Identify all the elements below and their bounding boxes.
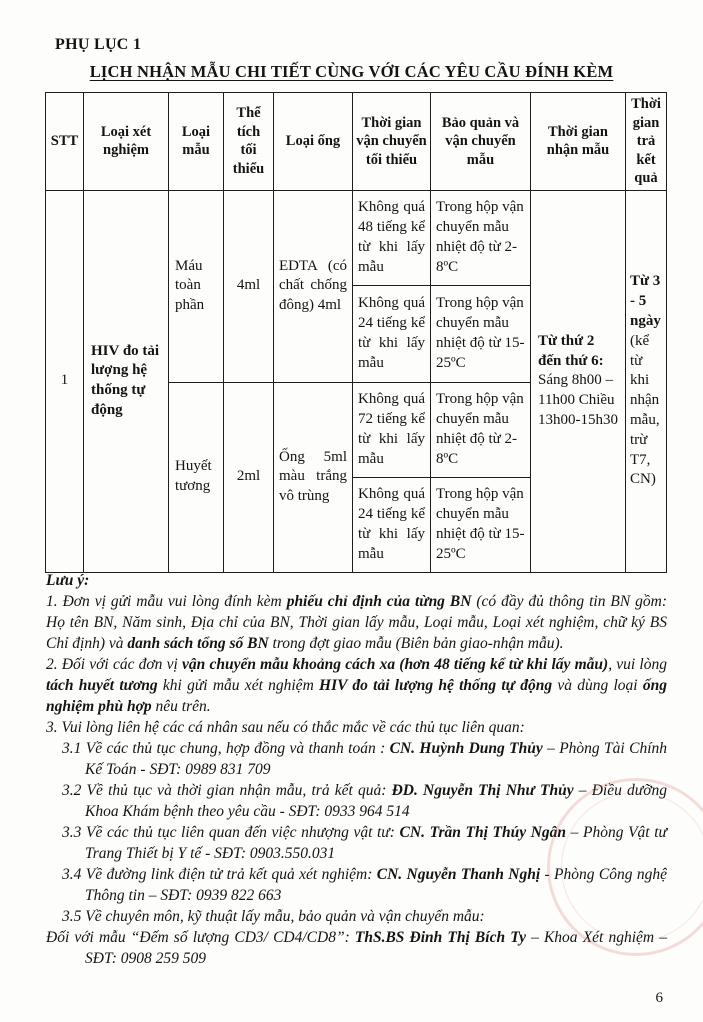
header-test-type: Loại xét nghiệm: [84, 93, 169, 191]
note-item: 3. Vui lòng liên hệ các cá nhân sau nếu có thắc mắc về các thủ tục liên quan:: [46, 719, 525, 736]
header-sample-type: Loại mẫu: [169, 93, 224, 191]
note-item: 2. Đối với các đơn vị vận chuyển mẫu khoảng cách xa (hơn 48 tiếng kể từ khi lấy mẫu), vui lòng tách huyết tương khi gửi mẫu xét nghiệm HIV đo tải lượng hệ thống tự động và dùng loại ống nghiệm phù hợp nêu trên.: [46, 656, 667, 715]
page-number: 6: [655, 990, 663, 1006]
header-storage: Bảo quản và vận chuyển mẫu: [431, 93, 531, 191]
transport-time-cell: Không quá 24 tiếng kể từ khi lấy mẫu: [353, 477, 431, 572]
note-item: 1. Đơn vị gửi mẫu vui lòng đính kèm phiếu chỉ định của từng BN (có đầy đủ thông tin BN gồm: Họ tên BN, Năm sinh, Địa chỉ của BN, Thời gian lấy mẫu, Loại mẫu, Loại xét nghiệm, chữ ký BS Chỉ định) và danh sách tổng số BN trong đợt giao mẫu (Biên bản giao-nhận mẫu).: [46, 593, 667, 652]
tube-type-cell: Ống 5ml màu trắng vô trùng: [274, 382, 353, 572]
transport-time-cell: Không quá 24 tiếng kể từ khi lấy mẫu: [353, 285, 431, 382]
header-transport-time: Thời gian vận chuyển tối thiểu: [353, 93, 431, 191]
sample-schedule-table: [45, 92, 667, 573]
storage-cell: Trong hộp vận chuyển mẫu nhiệt độ từ 2-8ºC: [431, 190, 531, 285]
notes-heading: Lưu ý:: [46, 572, 90, 589]
header-receive-time: Thời gian nhận mẫu: [531, 93, 626, 191]
return-time-cell: Từ 3 - 5 ngày (kể từ khi nhận mẫu, trừ T7, CN): [626, 190, 667, 572]
note-item: 3.3 Về các thủ tục liên quan đến việc nhượng vật tư: CN. Trần Thị Thúy Ngân – Phòng Vật tư Trang Thiết bị Y tế - SĐT: 0903.550.031: [62, 824, 667, 862]
transport-time-cell: Không quá 48 tiếng kể từ khi lấy mẫu: [353, 190, 431, 285]
sample-type-cell: Huyết tương: [169, 382, 224, 572]
note-item: 3.4 Về đường link điện tử trả kết quả xét nghiệm: CN. Nguyễn Thanh Nghị - Phòng Công nghệ Thông tin – SĐT: 0939 822 663: [62, 866, 667, 904]
storage-cell: Trong hộp vận chuyển mẫu nhiệt độ từ 15-25ºC: [431, 285, 531, 382]
receive-time-cell: Từ thứ 2 đến thứ 6: Sáng 8h00 – 11h00 Chiều 13h00-15h30: [531, 190, 626, 572]
volume-cell: 2ml: [224, 382, 274, 572]
header-tube-type: Loại ống: [274, 93, 353, 191]
transport-time-cell: Không quá 72 tiếng kể từ khi lấy mẫu: [353, 382, 431, 477]
note-item: Đối với mẫu “Đếm số lượng CD3/ CD4/CD8”: ThS.BS Đinh Thị Bích Ty – Khoa Xét nghiệm – SĐT: 0908 259 509: [46, 929, 667, 967]
note-item: 3.5 Về chuyên môn, kỹ thuật lấy mẫu, bảo quản và vận chuyển mẫu:: [62, 908, 485, 925]
storage-cell: Trong hộp vận chuyển mẫu nhiệt độ từ 15-25ºC: [431, 477, 531, 572]
note-item: 3.1 Về các thủ tục chung, hợp đồng và thanh toán : CN. Huỳnh Dung Thủy – Phòng Tài Chính Kế Toán - SĐT: 0989 831 709: [62, 740, 667, 778]
notes-list: [46, 591, 667, 969]
header-min-volume: Thể tích tối thiểu: [224, 93, 274, 191]
storage-cell: Trong hộp vận chuyển mẫu nhiệt độ từ 2-8ºC: [431, 382, 531, 477]
notes-section: [46, 570, 667, 969]
note-item: 3.2 Về thủ tục và thời gian nhận mẫu, trả kết quả: ĐD. Nguyễn Thị Như Thủy – Điều dưỡng Khoa Khám bệnh theo yêu cầu - SĐT: 0933 964 514: [62, 782, 668, 820]
volume-cell: 4ml: [224, 190, 274, 382]
stt-cell: 1: [46, 190, 84, 572]
header-return-time: Thời gian trả kết quả: [626, 93, 667, 191]
appendix-label: PHỤ LỤC 1: [55, 36, 142, 53]
sample-type-cell: Máu toàn phần: [169, 190, 224, 382]
table-row: [46, 190, 667, 285]
page-title: LỊCH NHẬN MẪU CHI TIẾT CÙNG VỚI CÁC YÊU CẦU ĐÍNH KÈM: [89, 62, 614, 81]
test-type-cell: HIV đo tải lượng hệ thống tự động: [84, 190, 169, 572]
tube-type-cell: EDTA (có chất chống đông) 4ml: [274, 190, 353, 382]
header-stt: STT: [46, 93, 84, 191]
table-header-row: [46, 93, 667, 191]
